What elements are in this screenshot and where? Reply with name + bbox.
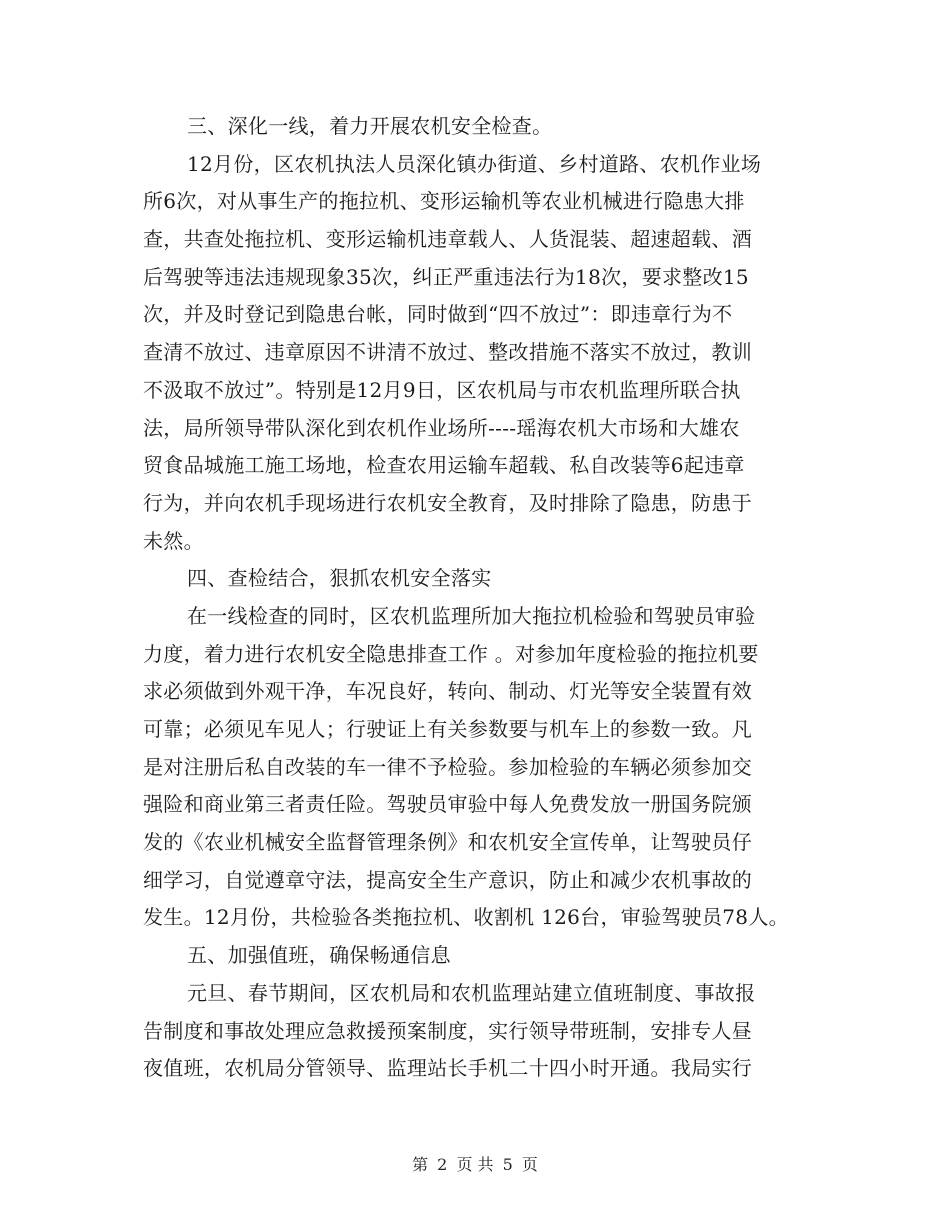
- page-footer: [0, 1152, 950, 1175]
- paragraph-line: 不汲取不放过”。特别是12月9日，区农机局与市农机监理所联合执: [143, 377, 741, 402]
- section-heading-5: 五、加强值班，确保畅通信息: [187, 943, 451, 968]
- paragraph-line: 未然。: [143, 528, 204, 553]
- paragraph-line: 细学习，自觉遵章守法，提高安全生产意识，防止和减少农机事故的: [143, 867, 752, 892]
- paragraph-line: 可靠；必须见车见人；行驶证上有关参数要与机车上的参数一致。凡: [143, 717, 752, 741]
- paragraph-line: 发的《农业机械安全监督管理条例》和农机安全宣传单，让驾驶员仔: [143, 830, 752, 855]
- section-heading-3: 三、深化一线，着力开展农机安全检查。: [187, 114, 553, 138]
- footer-suffix: 页: [521, 1155, 538, 1174]
- paragraph-line: 在一线检查的同时，区农机监理所加大拖拉机检验和驾驶员审验: [187, 603, 756, 628]
- footer-prefix: 第: [412, 1155, 429, 1174]
- paragraph-line: 告制度和事故处理应急救援预案制度，实行领导带班制，安排专人昼: [143, 1018, 752, 1043]
- footer-page-number: 2: [437, 1155, 448, 1174]
- paragraph-line: 力度，着力进行农机安全隐患排查工作 。对参加年度检验的拖拉机要: [143, 641, 759, 666]
- paragraph-line: 行为，并向农机手现场进行农机安全教育，及时排除了隐患，防患于: [143, 490, 752, 515]
- paragraph-line: 12月份，区农机执法人员深化镇办街道、乡村道路、农机作业场: [187, 151, 762, 176]
- paragraph-line: 后驾驶等违法违规现象35次，纠正严重违法行为18次，要求整改15: [143, 264, 749, 289]
- footer-middle: 页 共: [456, 1155, 494, 1174]
- paragraph-line: 求必须做到外观干净，车况良好，转向、制动、灯光等安全装置有效: [143, 679, 752, 704]
- paragraph-line: 发生。12月份，共检验各类拖拉机、收割机 126台，审验驾驶员78人。: [143, 905, 789, 930]
- paragraph-line: 贸食品城施工施工场地，检查农用运输车超载、私自改装等6起违章: [143, 453, 745, 478]
- section-heading-4: 四、查检结合，狠抓农机安全落实: [187, 566, 492, 591]
- paragraph-line: 元旦、春节期间，区农机局和农机监理站建立值班制度、事故报: [187, 980, 756, 1005]
- paragraph-line: 是对注册后私自改装的车一律不予检验。参加检验的车辆必须参加交: [143, 754, 752, 779]
- paragraph-line: 次，并及时登记到隐患台帐，同时做到“四不放过”：即违章行为不: [143, 302, 733, 327]
- footer-total-pages: 5: [502, 1155, 513, 1174]
- paragraph-line: 查，共查处拖拉机、变形运输机违章载人、人货混装、超速超载、酒: [143, 227, 752, 252]
- paragraph-line: 所6次，对从事生产的拖拉机、变形运输机等农业机械进行隐患大排: [143, 189, 745, 214]
- paragraph-line: 强险和商业第三者责任险。驾驶员审验中每人免费发放一册国务院颁: [143, 792, 752, 817]
- paragraph-line: 查清不放过、违章原因不讲清不放过、整改措施不落实不放过，教训: [143, 340, 752, 365]
- paragraph-line: 夜值班，农机局分管领导、监理站长手机二十四小时开通。我局实行: [143, 1056, 752, 1081]
- document-body: [143, 108, 823, 1088]
- paragraph-line: 法，局所领导带队深化到农机作业场所----瑶海农机大市场和大雄农: [143, 415, 740, 440]
